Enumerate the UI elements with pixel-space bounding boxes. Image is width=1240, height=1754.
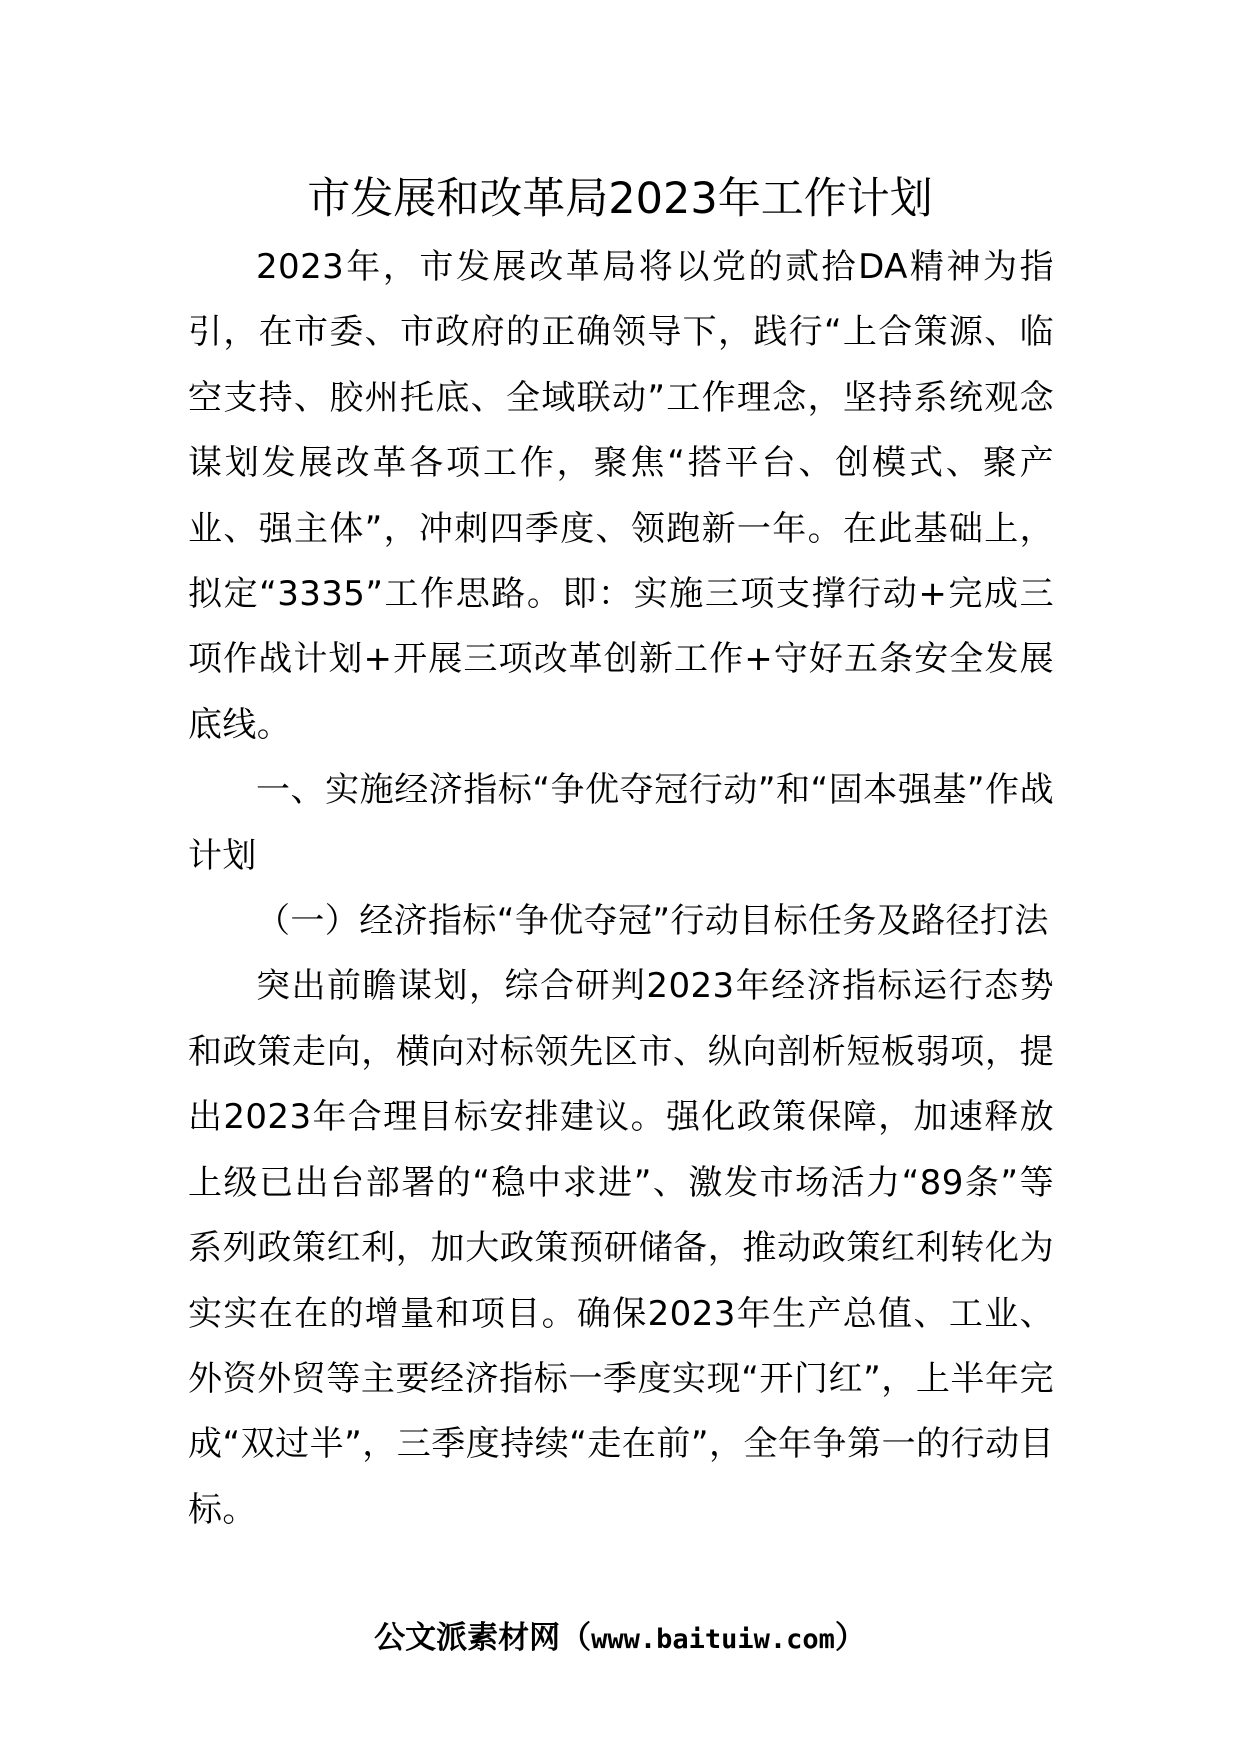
footer-paren-close: ） [834, 1620, 866, 1656]
section-heading-1: 一、实施经济指标“争优夺冠行动”和“固本强基”作战计划 [188, 770, 1054, 876]
watermark-footer [0, 1618, 1240, 1660]
subsection-heading-1: （一）经济指标“争优夺冠”行动目标任务及路径打法 [256, 901, 1049, 942]
document-title: 市发展和改革局2023年工作计划 [307, 174, 933, 224]
footer-url: www.baituiw.com [591, 1624, 835, 1655]
footer-paren-open: （ [560, 1620, 592, 1656]
footer-site-name: 公文派素材网 [374, 1620, 561, 1656]
body-paragraph: 突出前瞻谋划，综合研判2023年经济指标运行态势和政策走向，横向对标领先区市、纵向剖析短板弱项，提出2023年合理目标安排建议。强化政策保障，加速释放上级已出台部署的“稳中求进”、激发市场活力“89条”等系列政策红利，加大政策预研储备，推动政策红利转化为实实在在的增量和项目。确保2023年生产总值、工业、外资外贸等主要经济指标一季度实现“开门红”，上半年完成“双过半”，三季度持续“走在前”，全年争第一的行动目标。 [188, 966, 1054, 1530]
document-body [188, 235, 1054, 1543]
intro-paragraph: 2023年，市发展改革局将以党的贰拾DA精神为指引，在市委、市政府的正确领导下，践行“上合策源、临空支持、胶州托底、全域联动”工作理念，坚持系统观念谋划发展改革各项工作，聚焦“搭平台、创模式、聚产业、强主体”，冲刺四季度、领跑新一年。在此基础上，拟定“3335”工作思路。即：实施三项支撑行动+完成三项作战计划+开展三项改革创新工作+守好五条安全发展底线。 [188, 247, 1054, 745]
